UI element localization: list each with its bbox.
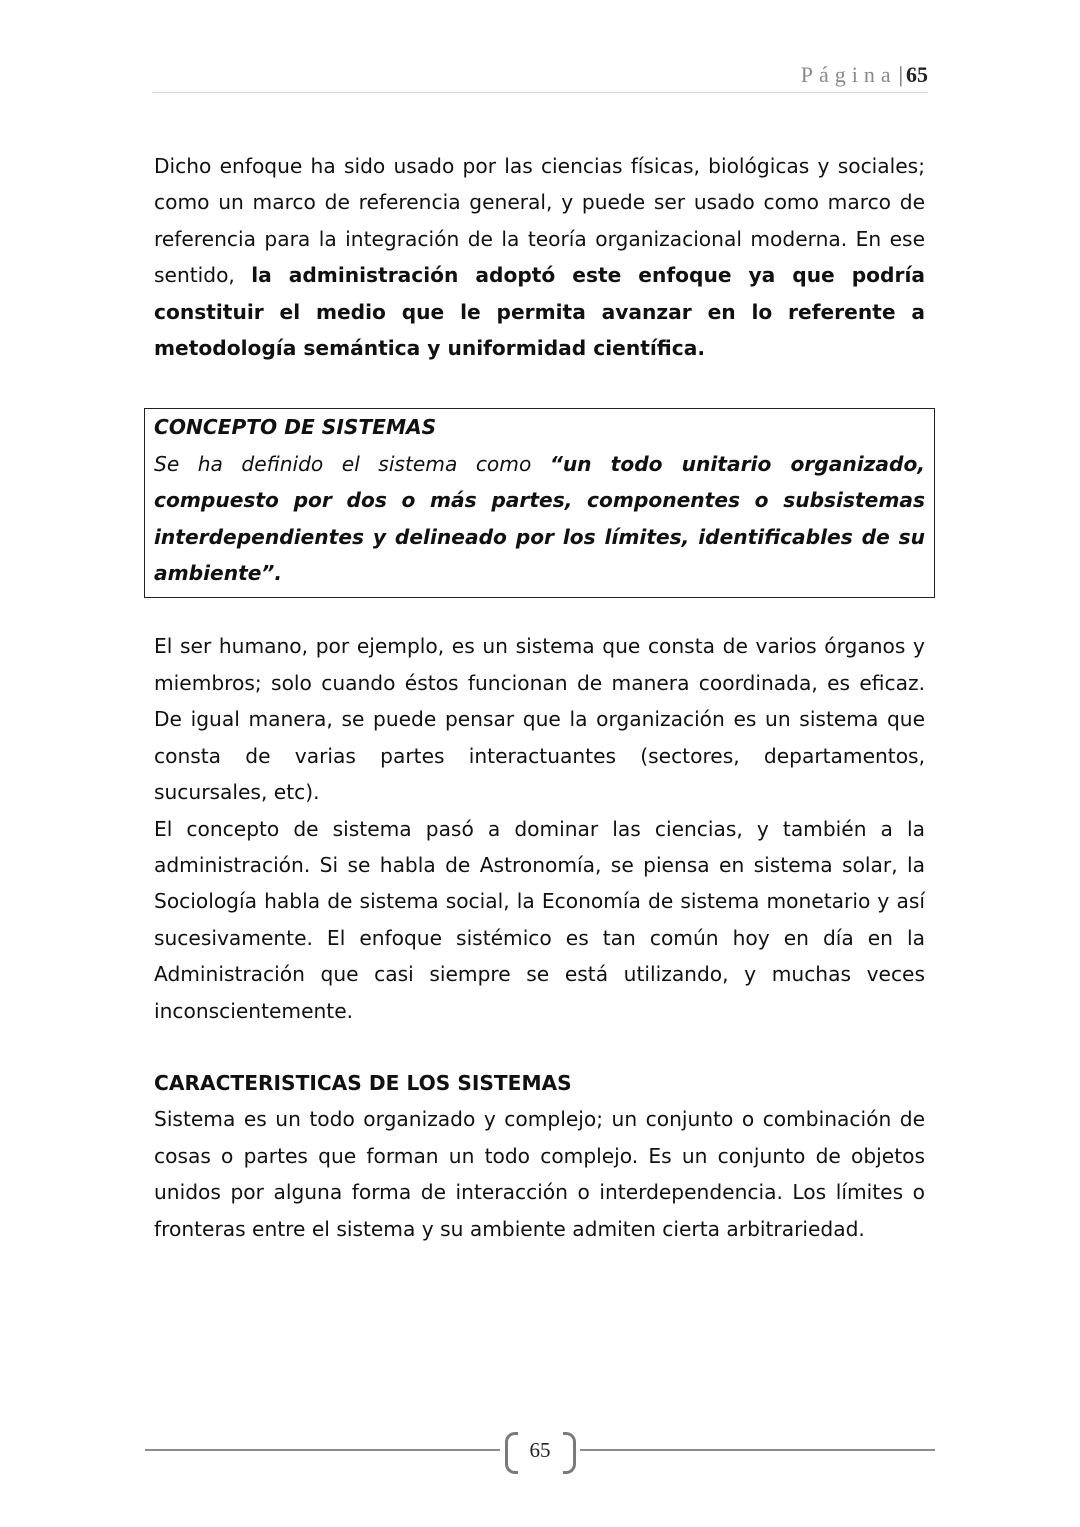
header-separator: |: [898, 62, 903, 87]
footer-bracket-right: [563, 1432, 576, 1474]
concept-box-title: CONCEPTO DE SISTEMAS: [154, 415, 437, 440]
page-content: [154, 148, 925, 1247]
page-header: [152, 62, 928, 93]
header-page-label: Página: [800, 62, 897, 87]
concept-box-text: [154, 446, 925, 592]
footer-page-number: 65: [529, 1438, 551, 1462]
section-heading: CARACTERISTICAS DE LOS SISTEMAS: [154, 1070, 572, 1095]
paragraph-intro: [154, 148, 925, 366]
paragraph-intro-bold: la administración adoptó este enfoque ya que podría constituir el medio que le permita avanzar en lo referente a metodología semántica y uniformidad científica.: [154, 263, 925, 361]
concept-box-definition: “un todo unitario organizado, compuesto por dos o más partes, componentes o subsistemas interdependientes y delineado por los límites, identificables de su ambiente”.: [154, 451, 925, 586]
header-page-number: 65: [906, 62, 928, 87]
concept-box: [144, 408, 935, 598]
page-footer: [145, 1432, 935, 1472]
section-body: Sistema es un todo organizado y complejo; un conjunto o combinación de cosas o partes que forman un todo complejo. Es un conjunto de objetos unidos por alguna forma de interacción o interdependencia. Los límites o fronteras entre el sistema y su ambiente admiten cierta arbitrariedad.: [154, 1107, 925, 1241]
paragraph-human-example: El ser humano, por ejemplo, es un sistema que consta de varios órganos y miembros; solo cuando éstos funcionan de manera coordinada, es eficaz. De igual manera, se puede pensar que la organización es un sistema que consta de varias partes interactuantes (sectores, departamentos, sucursales, etc).: [154, 634, 925, 805]
paragraph-intro-text: Dicho enfoque ha sido usado por las ciencias físicas, biológicas y sociales; como un marco de referencia general, y puede ser usado como marco de referencia para la integración de la teoría organizacional moderna. En ese sentido,: [154, 154, 925, 288]
paragraph-system-concept: El concepto de sistema pasó a dominar las ciencias, y también a la administración. Si se habla de Astronomía, se piensa en sistema solar, la Sociología habla de sistema social, la Economía de sistema monetario y así sucesivamente. El enfoque sistémico es tan común hoy en día en la Administración que casi siempre se está utilizando, y muchas veces inconscientemente.: [154, 816, 925, 1023]
footer-rule-left: [145, 1449, 500, 1451]
concept-box-intro: Se ha definido el sistema como: [154, 451, 550, 476]
footer-rule-right: [580, 1449, 935, 1451]
